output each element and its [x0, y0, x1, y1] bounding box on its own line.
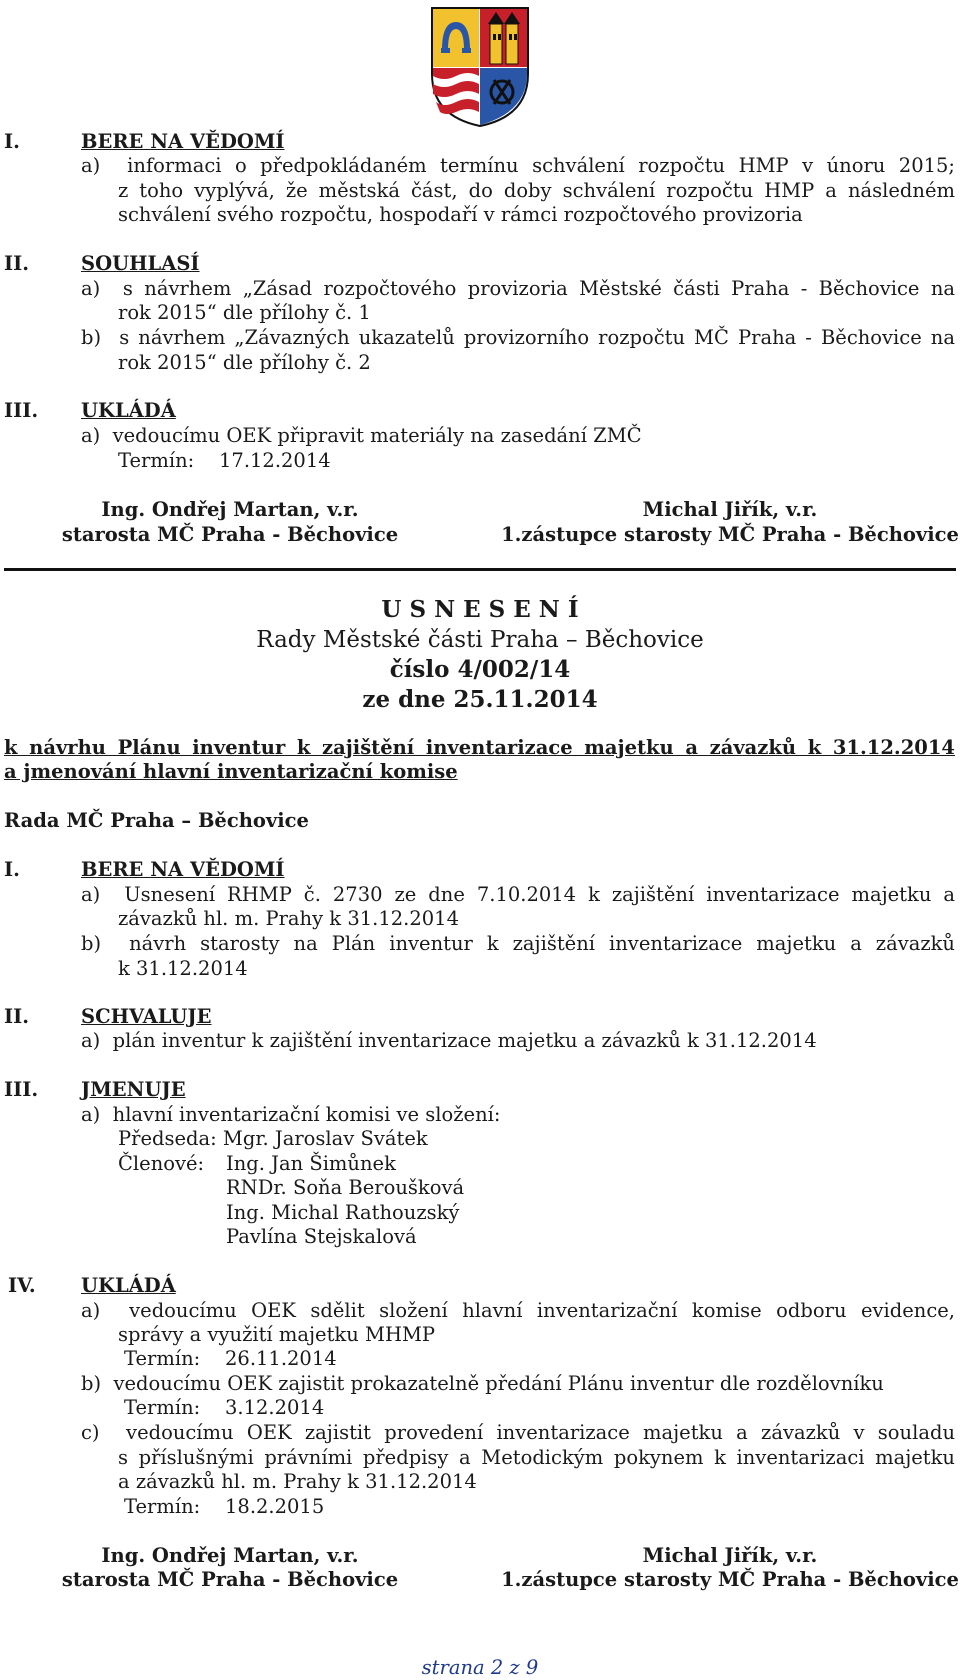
section-number: III. [4, 1078, 39, 1101]
committee-member: Pavlína Stejskalová [226, 1225, 417, 1248]
signature-title: starosta MČ Praha - Běchovice [61, 523, 399, 546]
resolution-subject: a jmenování hlavní inventarizační komise [4, 760, 458, 783]
committee-member: Ing. Michal Rathouzský [226, 1201, 460, 1224]
committee-chair: Předseda: Mgr. Jaroslav Svátek [118, 1127, 428, 1150]
paragraph-line: a) plán inventur k zajištění inventarizace majetku a závazků k 31.12.2014 [81, 1029, 817, 1052]
resolution-title: U S N E S E N Í [381, 596, 579, 623]
section-number: II. [4, 1005, 30, 1028]
paragraph-line: b) vedoucímu OEK zajistit prokazatelně předání Plánu inventur dle rozdělovníku [81, 1372, 884, 1395]
section-number: III. [4, 399, 39, 422]
council-body: Rada MČ Praha – Běchovice [4, 809, 309, 832]
paragraph-line: schválení svého rozpočtu, hospodaří v rámci rozpočtového provizoria [118, 203, 803, 226]
section-heading: UKLÁDÁ [81, 1274, 176, 1297]
signature-title: 1.zástupce starosty MČ Praha - Běchovice [501, 523, 959, 546]
paragraph-line: s příslušnými právními předpisy a Metodickým pokynem k inventarizaci majetku [118, 1446, 955, 1469]
paragraph-line: rok 2015“ dle přílohy č. 2 [118, 351, 371, 374]
paragraph-line: a) vedoucímu OEK sdělit složení hlavní inventarizační komise odboru evidence, [81, 1299, 955, 1322]
deadline: Termín: 3.12.2014 [124, 1396, 325, 1419]
signature-name: Ing. Ondřej Martan, v.r. [101, 498, 359, 521]
paragraph-line: a) s návrhem „Zásad rozpočtového provizoria Městské části Praha - Běchovice na [81, 277, 955, 300]
committee-member: Ing. Jan Šimůnek [226, 1152, 396, 1175]
coat-of-arms-icon [428, 4, 532, 128]
deadline: Termín: 18.2.2015 [124, 1495, 325, 1518]
paragraph-line: c) vedoucímu OEK zajistit provedení inventarizace majetku a závazků v souladu [81, 1421, 955, 1444]
resolution-number: číslo 4/002/14 [389, 656, 571, 683]
paragraph-line: závazků hl. m. Prahy k 31.12.2014 [118, 907, 459, 930]
council-name: Rady Městské části Praha – Běchovice [256, 627, 704, 653]
paragraph-line: z toho vyplývá, že městská část, do doby schválení rozpočtu HMP a následném [118, 179, 955, 202]
paragraph-line: b) návrh starosty na Plán inventur k zajištění inventarizace majetku a závazků [81, 932, 955, 955]
section-number: I. [4, 858, 20, 881]
paragraph-line: a) Usnesení RHMP č. 2730 ze dne 7.10.2014 k zajištění inventarizace majetku a [81, 883, 955, 906]
signature-title: 1.zástupce starosty MČ Praha - Běchovice [501, 1568, 959, 1591]
paragraph-line: k 31.12.2014 [118, 957, 248, 980]
section-heading: SCHVALUJE [81, 1005, 212, 1028]
paragraph-line: a) hlavní inventarizační komisi ve složení: [81, 1103, 501, 1126]
paragraph-line: a závazků hl. m. Prahy k 31.12.2014 [118, 1470, 477, 1493]
section-heading: UKLÁDÁ [81, 399, 176, 422]
deadline: Termín: 17.12.2014 [118, 449, 331, 472]
divider [4, 568, 956, 571]
resolution-date: ze dne 25.11.2014 [362, 686, 598, 713]
paragraph-line: správy a využití majetku MHMP [118, 1323, 436, 1346]
section-heading: SOUHLASÍ [81, 252, 200, 275]
committee-members-label: Členové: [118, 1152, 205, 1175]
paragraph-line: a) vedoucímu OEK připravit materiály na zasedání ZMČ [81, 424, 642, 447]
signature-name: Michal Jiřík, v.r. [642, 1544, 818, 1567]
section-number: II. [4, 252, 30, 275]
section-heading: BERE NA VĚDOMÍ [81, 858, 285, 881]
committee-member: RNDr. Soňa Beroušková [226, 1176, 465, 1199]
section-number: IV. [8, 1274, 36, 1297]
signature-name: Ing. Ondřej Martan, v.r. [101, 1544, 359, 1567]
section-heading: BERE NA VĚDOMÍ [81, 130, 285, 153]
paragraph-line: a) informaci o předpokládaném termínu schválení rozpočtu HMP v únoru 2015; [81, 154, 955, 177]
deadline: Termín: 26.11.2014 [124, 1347, 337, 1370]
resolution-subject: k návrhu Plánu inventur k zajištění inventarizace majetku a závazků k 31.12.2014 [4, 736, 955, 759]
page-number: strana 2 z 9 [421, 1656, 539, 1679]
paragraph-line: rok 2015“ dle přílohy č. 1 [118, 301, 371, 324]
signature-title: starosta MČ Praha - Běchovice [61, 1568, 399, 1591]
section-heading: JMENUJE [81, 1078, 186, 1101]
section-number: I. [4, 130, 20, 153]
paragraph-line: b) s návrhem „Závazných ukazatelů provizorního rozpočtu MČ Praha - Běchovice na [81, 326, 955, 349]
signature-name: Michal Jiřík, v.r. [642, 498, 818, 521]
